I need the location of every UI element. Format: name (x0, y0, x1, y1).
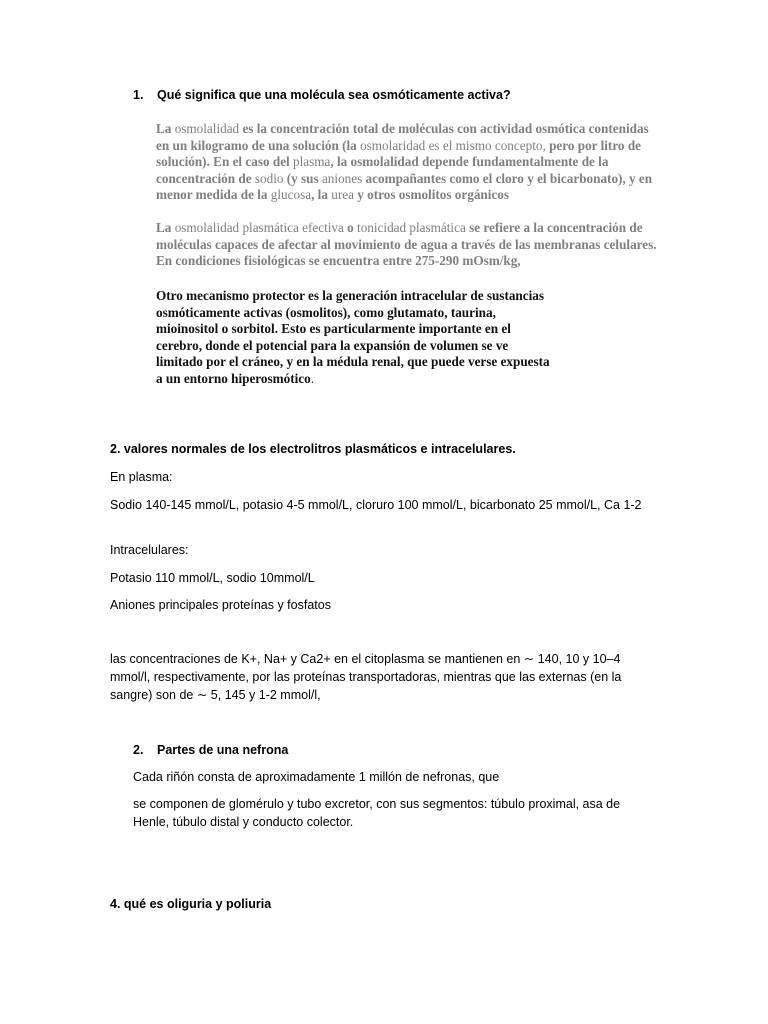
text-run: o (347, 220, 354, 235)
text-run: pero por litro de solución). En el caso del (156, 137, 642, 170)
intracellular-values: Potasio 110 mmol/L, sodio 10mmol/L (110, 571, 315, 585)
question-1-heading (133, 86, 733, 104)
plasma-values: Sodio 140-145 mmol/L, potasio 4-5 mmol/L, cloruro 100 mmol/L, bicarbonato 25 mmol/L, Ca 1-2 (110, 498, 642, 512)
text-run: , la (311, 187, 328, 203)
plasma-label: En plasma: (110, 470, 173, 484)
osmolites-line-last: a un entorno hiperosmótico. (156, 370, 315, 386)
question-3-number: 2. (133, 743, 144, 757)
main-anions: Aniones principales proteínas y fosfatos (110, 598, 331, 612)
question-4-heading: 4. qué es oliguria y poliuria (110, 897, 272, 911)
osmolality-para-1 (156, 121, 652, 202)
text-run: , la osmolalidad depende fundamentalmente de la concentración de (156, 154, 609, 186)
osmolites-line: cerebro, donde el potencial para la expansión de volumen se ve (156, 337, 509, 353)
nephron-text-line-1: Cada riñón consta de aproximadamente 1 millón de nefronas, que (133, 770, 500, 784)
text-run: glucosa (267, 187, 312, 203)
osmolites-paragraph (156, 288, 676, 388)
text-run: plasma (289, 154, 331, 170)
nephron-text-line-2: se componen de glomérulo y tubo excretor, con sus segmentos: túbulo proximal, asa de Henle, túbulo distal y conducto colector. (133, 797, 621, 829)
question-1-number: 1. (133, 88, 144, 102)
text-run: urea (327, 187, 358, 203)
osmolality-paragraph (156, 121, 661, 204)
text-run: sodio (251, 170, 287, 186)
question-1-title: Qué significa que una molécula sea osmóticamente activa? (157, 88, 511, 102)
osmolites-line: osmóticamente activas (osmolitos), como glutamato, taurina, (156, 304, 496, 320)
question-3-title: Partes de una nefrona (157, 743, 289, 757)
question-2-heading: 2. valores normales de los electrolitros plasmáticos e intracelulares. (110, 442, 516, 456)
text-run: y otros osmolitos orgánicos (357, 187, 510, 203)
text-run: (y sus (286, 170, 319, 186)
text-run: es la concentración total de moléculas con actividad osmótica contenidas en un kilogramo de una solución (la (156, 121, 649, 153)
osmolites-line: limitado por el cráneo, y en la médula renal, que puede verse expuesta (156, 354, 550, 370)
effective-osmolality-paragraph (156, 220, 661, 270)
text-run: osmolalidad (171, 121, 243, 136)
osmolality-para-2 (156, 220, 657, 268)
cytoplasm-concentrations-note: las concentraciones de K+, Na+ y Ca2+ en el citoplasma se mantienen en ∼ 140, 10 y 10–4 mmol/l, respectivamente, por las proteínas transportadoras, mientras que las externas (en la sangre) son de ∼ 5, 145 y 1-2 mmol/l, (110, 652, 622, 702)
text-run: se refiere a la concentración de moléculas capaces de afectar al movimiento de agua a través de las membranas celulares. En condiciones fisiológicas se encuentra entre 275-290 mOsm/kg, (156, 220, 657, 269)
text-run: acompañantes como el cloro y el bicarbonato), y en menor medida de la (156, 170, 653, 203)
text-run: tonicidad plasmática (353, 220, 470, 235)
text-run: osmolalidad plasmática efectiva (171, 220, 348, 235)
text-run: aniones (318, 170, 366, 186)
intracellular-label: Intracelulares: (110, 543, 189, 557)
text-run: La (156, 121, 172, 136)
question-3-heading (133, 741, 733, 759)
osmolites-line: mioinositol o sorbitol. Esto es particularmente importante en el (156, 321, 511, 337)
osmolites-line: Otro mecanismo protector es la generación intracelular de sustancias (156, 288, 545, 303)
text-run: osmolaridad es el mismo concepto, (356, 137, 550, 153)
text-run: La (156, 220, 172, 235)
